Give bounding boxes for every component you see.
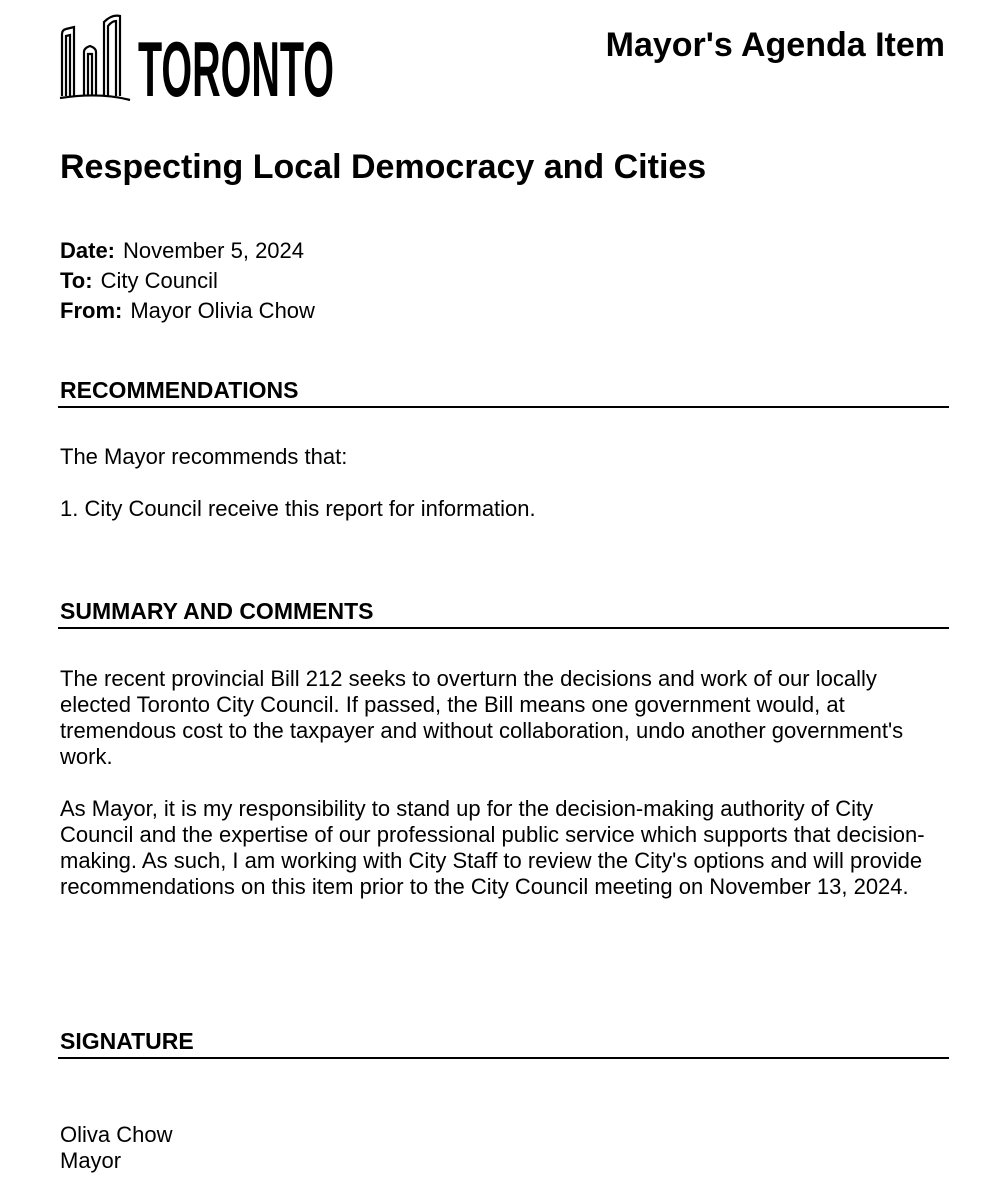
signatory-name: Oliva Chow bbox=[60, 1122, 173, 1147]
to-label: To: bbox=[60, 268, 93, 293]
signatory-role: Mayor bbox=[60, 1148, 122, 1173]
summary-heading: SUMMARY AND COMMENTS bbox=[58, 597, 949, 629]
memo-meta bbox=[60, 236, 315, 326]
agenda-item-label: Mayor's Agenda Item bbox=[605, 26, 945, 64]
svg-text:TORONTO: TORONTO bbox=[138, 25, 334, 113]
toronto-logo bbox=[60, 12, 340, 113]
meta-date-row bbox=[60, 236, 315, 266]
city-hall-logo-icon bbox=[60, 12, 340, 113]
document-title: Respecting Local Democracy and Cities bbox=[60, 148, 707, 186]
date-value: November 5, 2024 bbox=[123, 238, 305, 263]
to-value: City Council bbox=[100, 268, 218, 293]
signature-heading: SIGNATURE bbox=[58, 1027, 949, 1059]
from-value: Mayor Olivia Chow bbox=[130, 298, 315, 323]
recommendations-heading: RECOMMENDATIONS bbox=[58, 376, 949, 408]
signature-block bbox=[60, 1122, 172, 1174]
date-label: Date: bbox=[60, 238, 116, 263]
recommendations-intro: The Mayor recommends that: bbox=[60, 444, 348, 469]
meta-to-row bbox=[60, 266, 315, 296]
meta-from-row bbox=[60, 296, 315, 326]
summary-paragraph: The recent provincial Bill 212 seeks to overturn the decisions and work of our locally elected Toronto City Council. If passed, the Bill means one government would, at tremendous cost to the taxpayer and without collaboration, undo another government's work. bbox=[60, 666, 904, 769]
recommendation-item: 1. City Council receive this report for information. bbox=[60, 496, 536, 521]
from-label: From: bbox=[60, 298, 123, 323]
summary-paragraph: As Mayor, it is my responsibility to stand up for the decision-making authority of City Council and the expertise of our professional public service which supports that decision-making. As such, I am working with City Staff to review the City's options and will provide recommendations on this item prior to the City Council meeting on November 13, 2024. bbox=[60, 796, 925, 899]
